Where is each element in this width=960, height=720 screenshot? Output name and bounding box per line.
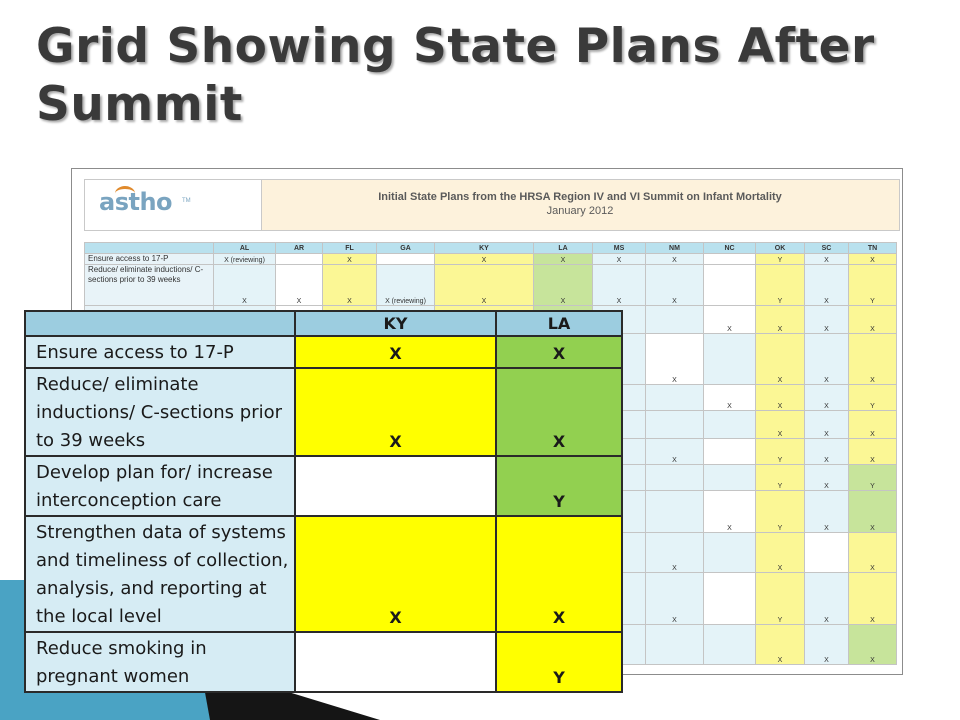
cell-tn: X [849, 411, 897, 439]
row-label: Reduce smoking in pregnant women [25, 632, 295, 692]
table-row [25, 516, 622, 632]
cell-la: X [534, 254, 593, 265]
logo-text: astho [99, 188, 173, 216]
cell-sc: X [805, 411, 849, 439]
cell-ok: Y [756, 265, 805, 306]
row-label: Reduce/ eliminate inductions/ C-sections prior to 39 weeks [85, 265, 214, 306]
cell-tn: Y [849, 385, 897, 411]
cell-sc [805, 533, 849, 573]
cell-ky [295, 456, 496, 516]
row-label: Develop plan for/ increase interconception care [25, 456, 295, 516]
cell-tn: X [849, 334, 897, 385]
cell-ky: X [295, 368, 496, 456]
cell-nc [704, 265, 756, 306]
column-header: NM [646, 243, 704, 254]
cell-nm: X [646, 265, 704, 306]
cell-ky: X [295, 516, 496, 632]
cell-ok: Y [756, 573, 805, 625]
cell-ar [276, 254, 323, 265]
cell-tn: X [849, 306, 897, 334]
cell-ga: X (reviewing) [377, 265, 435, 306]
cell-sc: X [805, 491, 849, 533]
cell-fl: X [323, 254, 377, 265]
cell-la: X [496, 516, 622, 632]
cell-la: X [534, 265, 593, 306]
column-header: SC [805, 243, 849, 254]
cell-tn: Y [849, 465, 897, 491]
row-label: Reduce/ eliminate inductions/ C-sections prior to 39 weeks [25, 368, 295, 456]
cell-nc: X [704, 306, 756, 334]
cell-ms: X [593, 254, 646, 265]
zoom-header-row [25, 311, 622, 336]
cell-tn: X [849, 573, 897, 625]
cell-sc: X [805, 573, 849, 625]
table-row [25, 456, 622, 516]
cell-sc: X [805, 465, 849, 491]
cell-al: X (reviewing) [214, 254, 276, 265]
cell-nm [646, 491, 704, 533]
cell-ok: Y [756, 465, 805, 491]
cell-nc [704, 411, 756, 439]
cell-tn: X [849, 254, 897, 265]
cell-sc: X [805, 306, 849, 334]
cell-nc [704, 573, 756, 625]
cell-tn: X [849, 625, 897, 665]
cell-sc: X [805, 265, 849, 306]
cell-ok: X [756, 533, 805, 573]
cell-fl: X [323, 265, 377, 306]
column-header: AR [276, 243, 323, 254]
cell-ok: X [756, 334, 805, 385]
cell-ok: Y [756, 439, 805, 465]
column-header: MS [593, 243, 646, 254]
full-grid-header-row [85, 243, 897, 254]
cell-la: Y [496, 456, 622, 516]
column-header-ky: KY [295, 311, 496, 336]
cell-ok: X [756, 625, 805, 665]
cell-sc: X [805, 254, 849, 265]
cell-nc [704, 254, 756, 265]
cell-la: X [496, 336, 622, 368]
column-header: LA [534, 243, 593, 254]
cell-ok: X [756, 306, 805, 334]
cell-tn: X [849, 533, 897, 573]
cell-sc: X [805, 385, 849, 411]
cell-nc [704, 334, 756, 385]
cell-nc: X [704, 491, 756, 533]
cell-ky: X [435, 265, 534, 306]
slide-title-text: Grid Showing State Plans After Summit [36, 19, 875, 132]
column-header: NC [704, 243, 756, 254]
cell-nm [646, 465, 704, 491]
cell-ok: Y [756, 254, 805, 265]
cell-la: Y [496, 632, 622, 692]
cell-nm: X [646, 334, 704, 385]
cell-ky [295, 632, 496, 692]
cell-tn: Y [849, 265, 897, 306]
cell-nm: X [646, 439, 704, 465]
cell-tn: X [849, 491, 897, 533]
cell-nm: X [646, 254, 704, 265]
column-header: TN [849, 243, 897, 254]
cell-nc [704, 533, 756, 573]
cell-nm [646, 411, 704, 439]
cell-ga [377, 254, 435, 265]
cell-nc [704, 625, 756, 665]
table-row [25, 632, 622, 692]
table-row [85, 254, 897, 265]
cell-ky: X [295, 336, 496, 368]
cell-nc [704, 439, 756, 465]
zoom-table [24, 310, 623, 693]
column-header: FL [323, 243, 377, 254]
cell-ok: X [756, 411, 805, 439]
cell-sc: X [805, 625, 849, 665]
table-row [25, 336, 622, 368]
cell-nc [704, 465, 756, 491]
logo-trademark: TM [182, 198, 191, 204]
row-label: Ensure access to 17-P [85, 254, 214, 265]
cell-nm [646, 625, 704, 665]
slide-title [36, 18, 936, 134]
cell-ms: X [593, 265, 646, 306]
cell-sc: X [805, 439, 849, 465]
grid-header-subtitle: January 2012 [546, 205, 614, 217]
zoom-corner [25, 311, 295, 336]
table-row [85, 265, 897, 306]
cell-sc: X [805, 334, 849, 385]
cell-ok: Y [756, 491, 805, 533]
column-header-la: LA [496, 311, 622, 336]
cell-nm: X [646, 573, 704, 625]
cell-nm [646, 385, 704, 411]
cell-ar: X [276, 265, 323, 306]
cell-nm: X [646, 533, 704, 573]
column-header: GA [377, 243, 435, 254]
cell-nc: X [704, 385, 756, 411]
astho-logo [85, 180, 262, 230]
column-header: OK [756, 243, 805, 254]
row-label: Ensure access to 17-P [25, 336, 295, 368]
grid-header-title: Initial State Plans from the HRSA Region IV and VI Summit on Infant Mortality [378, 191, 782, 203]
column-header: KY [435, 243, 534, 254]
cell-ky: X [435, 254, 534, 265]
cell-ok: X [756, 385, 805, 411]
row-label: Strengthen data of systems and timeliness of collection, analysis, and reporting at the local level [25, 516, 295, 632]
column-header: AL [214, 243, 276, 254]
table-row [25, 368, 622, 456]
grid-header [84, 179, 900, 231]
cell-nm [646, 306, 704, 334]
cell-la: X [496, 368, 622, 456]
cell-tn: X [849, 439, 897, 465]
cell-al: X [214, 265, 276, 306]
full-grid-corner [85, 243, 214, 254]
